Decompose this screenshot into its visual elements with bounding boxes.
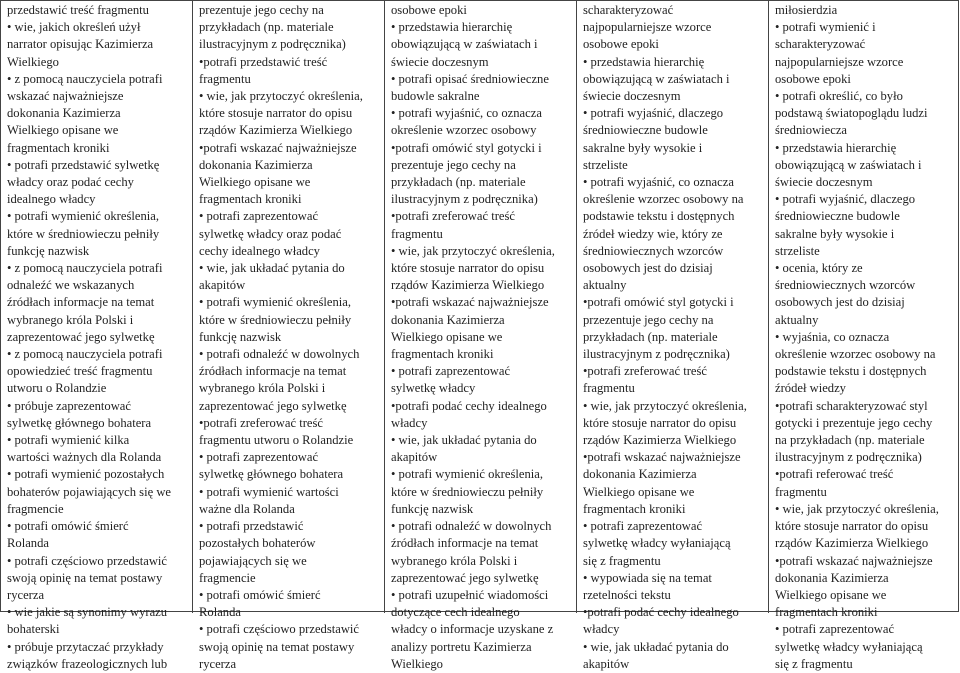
text-line: scharakteryzować xyxy=(583,3,674,17)
text-line: dokonania Kazimierza xyxy=(391,312,505,327)
text-line: ilustracyjnym z podręcznika) xyxy=(391,192,538,207)
text-line: fragmencie xyxy=(7,501,64,516)
text-line: • potrafi zaprezentować xyxy=(775,622,895,637)
text-line: obowiązującą w zaświatach i xyxy=(391,37,538,52)
text-line: fragmentu xyxy=(391,226,443,241)
text-line: •potrafi wskazać najważniejsze xyxy=(199,140,357,155)
text-line: • z pomocą nauczyciela potrafi xyxy=(7,347,163,362)
text-line: fragmentu utworu o Rolandzie xyxy=(199,433,354,448)
text-line: • potrafi wymienić określenia, xyxy=(199,295,351,310)
text-line: ilustracyjnym z podręcznika) xyxy=(775,450,922,465)
text-line: utworu o Rolandzie xyxy=(7,381,107,396)
text-line: które stosuje narrator do opisu xyxy=(775,519,929,534)
text-line: przedstawić treść fragmentu xyxy=(7,3,149,17)
text-line: scharakteryzować xyxy=(775,37,866,52)
text-line: prezentuje jego cechy na xyxy=(199,3,324,17)
text-line: władcy o informacje uzyskane z xyxy=(391,622,554,637)
text-line: fragmentach kroniki xyxy=(199,192,302,207)
text-line: określenie wzorzec osobowy xyxy=(391,123,537,138)
text-line: budowle sakralne xyxy=(391,89,480,104)
text-line: • wie, jak układać pytania do xyxy=(199,261,345,276)
text-line: fragmentu xyxy=(775,484,827,499)
text-line: które stosuje narrator do opisu xyxy=(199,106,353,121)
text-line: •potrafi wskazać najważniejsze xyxy=(583,450,741,465)
text-line: funkcję nazwisk xyxy=(7,243,90,258)
text-line: sylwetkę głównego bohatera xyxy=(199,467,344,482)
text-line: prezentuje jego cechy na xyxy=(391,157,516,172)
text-line: •potrafi omówić styl gotycki i xyxy=(391,140,542,155)
text-line: Wielkiego opisane we xyxy=(775,587,887,602)
text-line: •potrafi wskazać najważniejsze xyxy=(775,553,933,568)
text-line: • potrafi wyjaśnić, co oznacza xyxy=(583,175,734,190)
text-line: narrator opisując Kazimierza xyxy=(7,37,154,52)
text-line: sylwetkę władcy wyłaniającą xyxy=(583,536,731,551)
text-line: • potrafi wyjaśnić, co oznacza xyxy=(391,106,542,121)
text-line: funkcję nazwisk xyxy=(199,329,282,344)
text-line: dotyczące cech idealnego xyxy=(391,605,520,620)
text-line: dokonania Kazimierza xyxy=(199,157,313,172)
text-line: •potrafi scharakteryzować styl xyxy=(775,398,928,413)
text-line: opowiedzieć treść fragmentu xyxy=(7,364,153,379)
text-line: rządów Kazimierza Wielkiego xyxy=(391,278,545,293)
text-line: podstawą światopoglądu ludzi xyxy=(775,106,928,121)
text-line: • wie, jak przytoczyć określenia, xyxy=(775,501,939,516)
text-line: najpopularniejsze wzorce xyxy=(775,54,904,69)
text-line: • wypowiada się na temat xyxy=(583,570,712,585)
text-line: aktualny xyxy=(775,312,819,327)
text-line: • potrafi częściowo przedstawić xyxy=(199,622,360,637)
text-line: •potrafi omówić styl gotycki i xyxy=(583,295,734,310)
text-line: sakralne były wysokie i xyxy=(775,226,895,241)
text-line: Wielkiego xyxy=(391,656,443,671)
text-line: rzetelności tekstu xyxy=(583,587,671,602)
table-column xyxy=(577,1,769,671)
text-line: • wie, jak układać pytania do xyxy=(391,433,537,448)
table-column xyxy=(769,1,960,671)
text-line: podstawie tekstu i dostępnych xyxy=(775,364,927,379)
text-line: rycerza xyxy=(7,587,45,602)
text-line: sakralne były wysokie i xyxy=(583,140,703,155)
text-line: • potrafi wyjaśnić, dlaczego xyxy=(775,192,916,207)
text-line: władcy xyxy=(583,622,620,637)
text-line: •potrafi przedstawić treść xyxy=(199,54,328,69)
text-line: zaprezentować jego sylwetkę xyxy=(199,398,347,413)
text-line: bohaterski xyxy=(7,622,60,637)
text-line: • próbuje zaprezentować xyxy=(7,398,131,413)
text-line: ilustracyjnym z podręcznika) xyxy=(583,347,730,362)
text-line: które w średniowieczu pełniły xyxy=(199,312,352,327)
text-line: •potrafi zreferować treść xyxy=(391,209,515,224)
text-line: wskazać najważniejsze xyxy=(7,89,124,104)
text-line: • ocenia, który ze xyxy=(775,261,863,276)
text-line: władcy oraz podać cechy xyxy=(7,175,134,190)
text-line: średniowiecznych wzorców xyxy=(775,278,916,293)
text-line: podstawie tekstu i dostępnych xyxy=(583,209,735,224)
text-line: • wie, jak przytoczyć określenia, xyxy=(583,398,747,413)
text-line: przykładach (np. materiale xyxy=(391,175,526,190)
text-line: • potrafi odnaleźć w dowolnych xyxy=(391,519,552,534)
text-line: źródeł wiedzy xyxy=(775,381,846,396)
text-line: Wielkiego xyxy=(7,54,59,69)
text-line: • potrafi wymienić określenia, xyxy=(391,467,543,482)
text-line: • przedstawia hierarchię xyxy=(391,20,513,35)
text-line: osobowych jest do dzisiaj xyxy=(775,295,905,310)
text-line: średniowieczne budowle xyxy=(583,123,708,138)
text-line: • próbuje przytaczać przykłady xyxy=(7,639,164,654)
text-line: • potrafi zaprezentować xyxy=(199,450,319,465)
text-line: które stosuje narrator do opisu xyxy=(583,415,737,430)
text-line: •potrafi podać cechy idealnego xyxy=(391,398,547,413)
text-line: określenie wzorzec osobowy na xyxy=(583,192,744,207)
text-line: sylwetkę władcy wyłaniającą xyxy=(775,639,923,654)
text-line: pozostałych bohaterów xyxy=(199,536,316,551)
text-line: • potrafi uzupełnić wiadomości xyxy=(391,587,549,602)
text-line: wybranego króla Polski i xyxy=(391,553,518,568)
text-line: osobowe epoki xyxy=(583,37,659,52)
text-line: pojawiających się we xyxy=(199,553,307,568)
text-line: określenie wzorzec osobowy na xyxy=(775,347,936,362)
text-line: strzeliste xyxy=(775,243,820,258)
text-line: Wielkiego opisane we xyxy=(391,329,503,344)
text-line: świecie doczesnym xyxy=(775,175,873,190)
text-line: źródłach informacje na temat xyxy=(7,295,155,310)
text-line: • wyjaśnia, co oznacza xyxy=(775,329,890,344)
text-line: akapitów xyxy=(199,278,246,293)
text-line: średniowiecznych wzorców xyxy=(583,243,724,258)
text-line: swoją opinię na temat postawy xyxy=(7,570,163,585)
text-line: • wie, jak przytoczyć określenia, xyxy=(391,243,555,258)
text-line: przezentuje jego cechy na xyxy=(583,312,714,327)
text-line: sylwetkę władcy oraz podać xyxy=(199,226,342,241)
text-line: się z fragmentu xyxy=(583,553,661,568)
table-column xyxy=(1,1,193,671)
text-line: • wie, jak przytoczyć określenia, xyxy=(199,89,363,104)
text-line: • potrafi zaprezentować xyxy=(199,209,319,224)
text-line: sylwetkę władcy xyxy=(391,381,476,396)
text-line: ilustracyjnym z podręcznika) xyxy=(199,37,346,52)
text-line: źródłach informacje na temat xyxy=(391,536,539,551)
text-line: • potrafi wymienić wartości xyxy=(199,484,339,499)
text-line: fragmentu xyxy=(199,71,251,86)
text-line: na przykładach (np. materiale xyxy=(775,433,925,448)
text-line: wybranego króla Polski i xyxy=(199,381,326,396)
table-column xyxy=(385,1,577,671)
text-line: świecie doczesnym xyxy=(583,89,681,104)
text-line: fragmentu xyxy=(583,381,635,396)
text-line: • potrafi odnaleźć w dowolnych xyxy=(199,347,360,362)
text-line: • potrafi zaprezentować xyxy=(391,364,511,379)
text-line: •potrafi zreferować treść xyxy=(583,364,707,379)
text-line: • z pomocą nauczyciela potrafi xyxy=(7,71,163,86)
text-line: średniowiecza xyxy=(775,123,848,138)
text-line: dokonania Kazimierza xyxy=(7,106,121,121)
text-line: Rolanda xyxy=(7,536,49,551)
text-line: osobowych jest do dzisiaj xyxy=(583,261,713,276)
text-line: • wie jakie są synonimy wyrazu xyxy=(7,605,168,620)
text-line: • potrafi omówić śmierć xyxy=(199,587,321,602)
text-line: • potrafi przedstawić sylwetkę xyxy=(7,157,160,172)
text-line: •potrafi wskazać najważniejsze xyxy=(391,295,549,310)
text-line: dokonania Kazimierza xyxy=(775,570,889,585)
text-line: rządów Kazimierza Wielkiego xyxy=(775,536,929,551)
text-line: które w średniowieczu pełniły xyxy=(7,226,160,241)
text-line: • przedstawia hierarchię xyxy=(583,54,705,69)
text-line: •potrafi podać cechy idealnego xyxy=(583,605,739,620)
text-line: • potrafi wymienić określenia, xyxy=(7,209,159,224)
text-line: zaprezentować jego sylwetkę xyxy=(7,329,155,344)
text-line: wartości ważnych dla Rolanda xyxy=(7,450,162,465)
text-line: • potrafi omówić śmierć xyxy=(7,519,129,534)
text-line: akapitów xyxy=(583,656,630,671)
text-line: które stosuje narrator do opisu xyxy=(391,261,545,276)
text-line: obowiązującą w zaświatach i xyxy=(583,71,730,86)
text-line: •potrafi zreferować treść xyxy=(199,415,323,430)
text-line: źródeł wiedzy wie, który ze xyxy=(583,226,723,241)
text-line: fragmentach kroniki xyxy=(583,501,686,516)
text-line: fragmentach kroniki xyxy=(775,605,878,620)
text-line: sylwetkę głównego bohatera xyxy=(7,415,152,430)
text-line: ważne dla Rolanda xyxy=(199,501,295,516)
text-line: fragmentach kroniki xyxy=(7,140,110,155)
text-line: Wielkiego opisane we xyxy=(199,175,311,190)
text-line: fragmentach kroniki xyxy=(391,347,494,362)
text-line: Rolanda xyxy=(199,605,241,620)
text-line: odnaleźć we wskazanych xyxy=(7,278,135,293)
text-line: Wielkiego opisane we xyxy=(7,123,119,138)
text-line: wybranego króla Polski i xyxy=(7,312,134,327)
text-line: • potrafi opisać średniowieczne xyxy=(391,71,549,86)
text-line: • potrafi zaprezentować xyxy=(583,519,703,534)
text-line: • potrafi wymienić kilka xyxy=(7,433,130,448)
text-line: rządów Kazimierza Wielkiego xyxy=(199,123,353,138)
text-line: władcy xyxy=(391,415,428,430)
text-line: świecie doczesnym xyxy=(391,54,489,69)
text-line: najpopularniejsze wzorce xyxy=(583,20,712,35)
text-line: obowiązującą w zaświatach i xyxy=(775,157,922,172)
text-line: dokonania Kazimierza xyxy=(583,467,697,482)
table-column xyxy=(193,1,385,671)
text-line: • potrafi wymienić i xyxy=(775,20,876,35)
text-line: akapitów xyxy=(391,450,438,465)
text-line: funkcję nazwisk xyxy=(391,501,474,516)
text-line: Wielkiego opisane we xyxy=(583,484,695,499)
text-line: przykładach (np. materiale xyxy=(199,20,334,35)
text-line: miłosierdzia xyxy=(775,3,838,17)
text-line: gotycki i prezentuje jego cechy xyxy=(775,415,933,430)
text-line: • potrafi częściowo przedstawić xyxy=(7,553,168,568)
text-line: • przedstawia hierarchię xyxy=(775,140,897,155)
text-line: cechy idealnego władcy xyxy=(199,243,320,258)
text-line: • z pomocą nauczyciela potrafi xyxy=(7,261,163,276)
text-line: strzeliste xyxy=(583,157,628,172)
text-line: •potrafi referować treść xyxy=(775,467,894,482)
text-line: fragmencie xyxy=(199,570,256,585)
text-line: • potrafi określić, co było xyxy=(775,89,903,104)
text-line: związków frazeologicznych lub xyxy=(7,656,168,671)
text-line: średniowieczne budowle xyxy=(775,209,900,224)
text-line: swoją opinię na temat postawy xyxy=(199,639,355,654)
text-line: osobowe epoki xyxy=(775,71,851,86)
text-line: przykładach (np. materiale xyxy=(583,329,718,344)
text-line: rycerza xyxy=(199,656,237,671)
text-line: bohaterów pojawiających się we xyxy=(7,484,172,499)
text-line: idealnego władcy xyxy=(7,192,96,207)
text-line: analizy portretu Kazimierza xyxy=(391,639,532,654)
text-line: które w średniowieczu pełniły xyxy=(391,484,544,499)
text-line: źródłach informacje na temat xyxy=(199,364,347,379)
text-line: osobowe epoki xyxy=(391,3,467,17)
text-line: się z fragmentu xyxy=(775,656,853,671)
text-line: • potrafi przedstawić xyxy=(199,519,304,534)
text-line: • potrafi wymienić pozostałych xyxy=(7,467,165,482)
text-line: zaprezentować jego sylwetkę xyxy=(391,570,539,585)
text-line: aktualny xyxy=(583,278,627,293)
text-line: • wie, jakich określeń użył xyxy=(7,20,141,35)
text-line: rządów Kazimierza Wielkiego xyxy=(583,433,737,448)
text-line: • wie, jak układać pytania do xyxy=(583,639,729,654)
text-line: • potrafi wyjaśnić, dlaczego xyxy=(583,106,724,121)
